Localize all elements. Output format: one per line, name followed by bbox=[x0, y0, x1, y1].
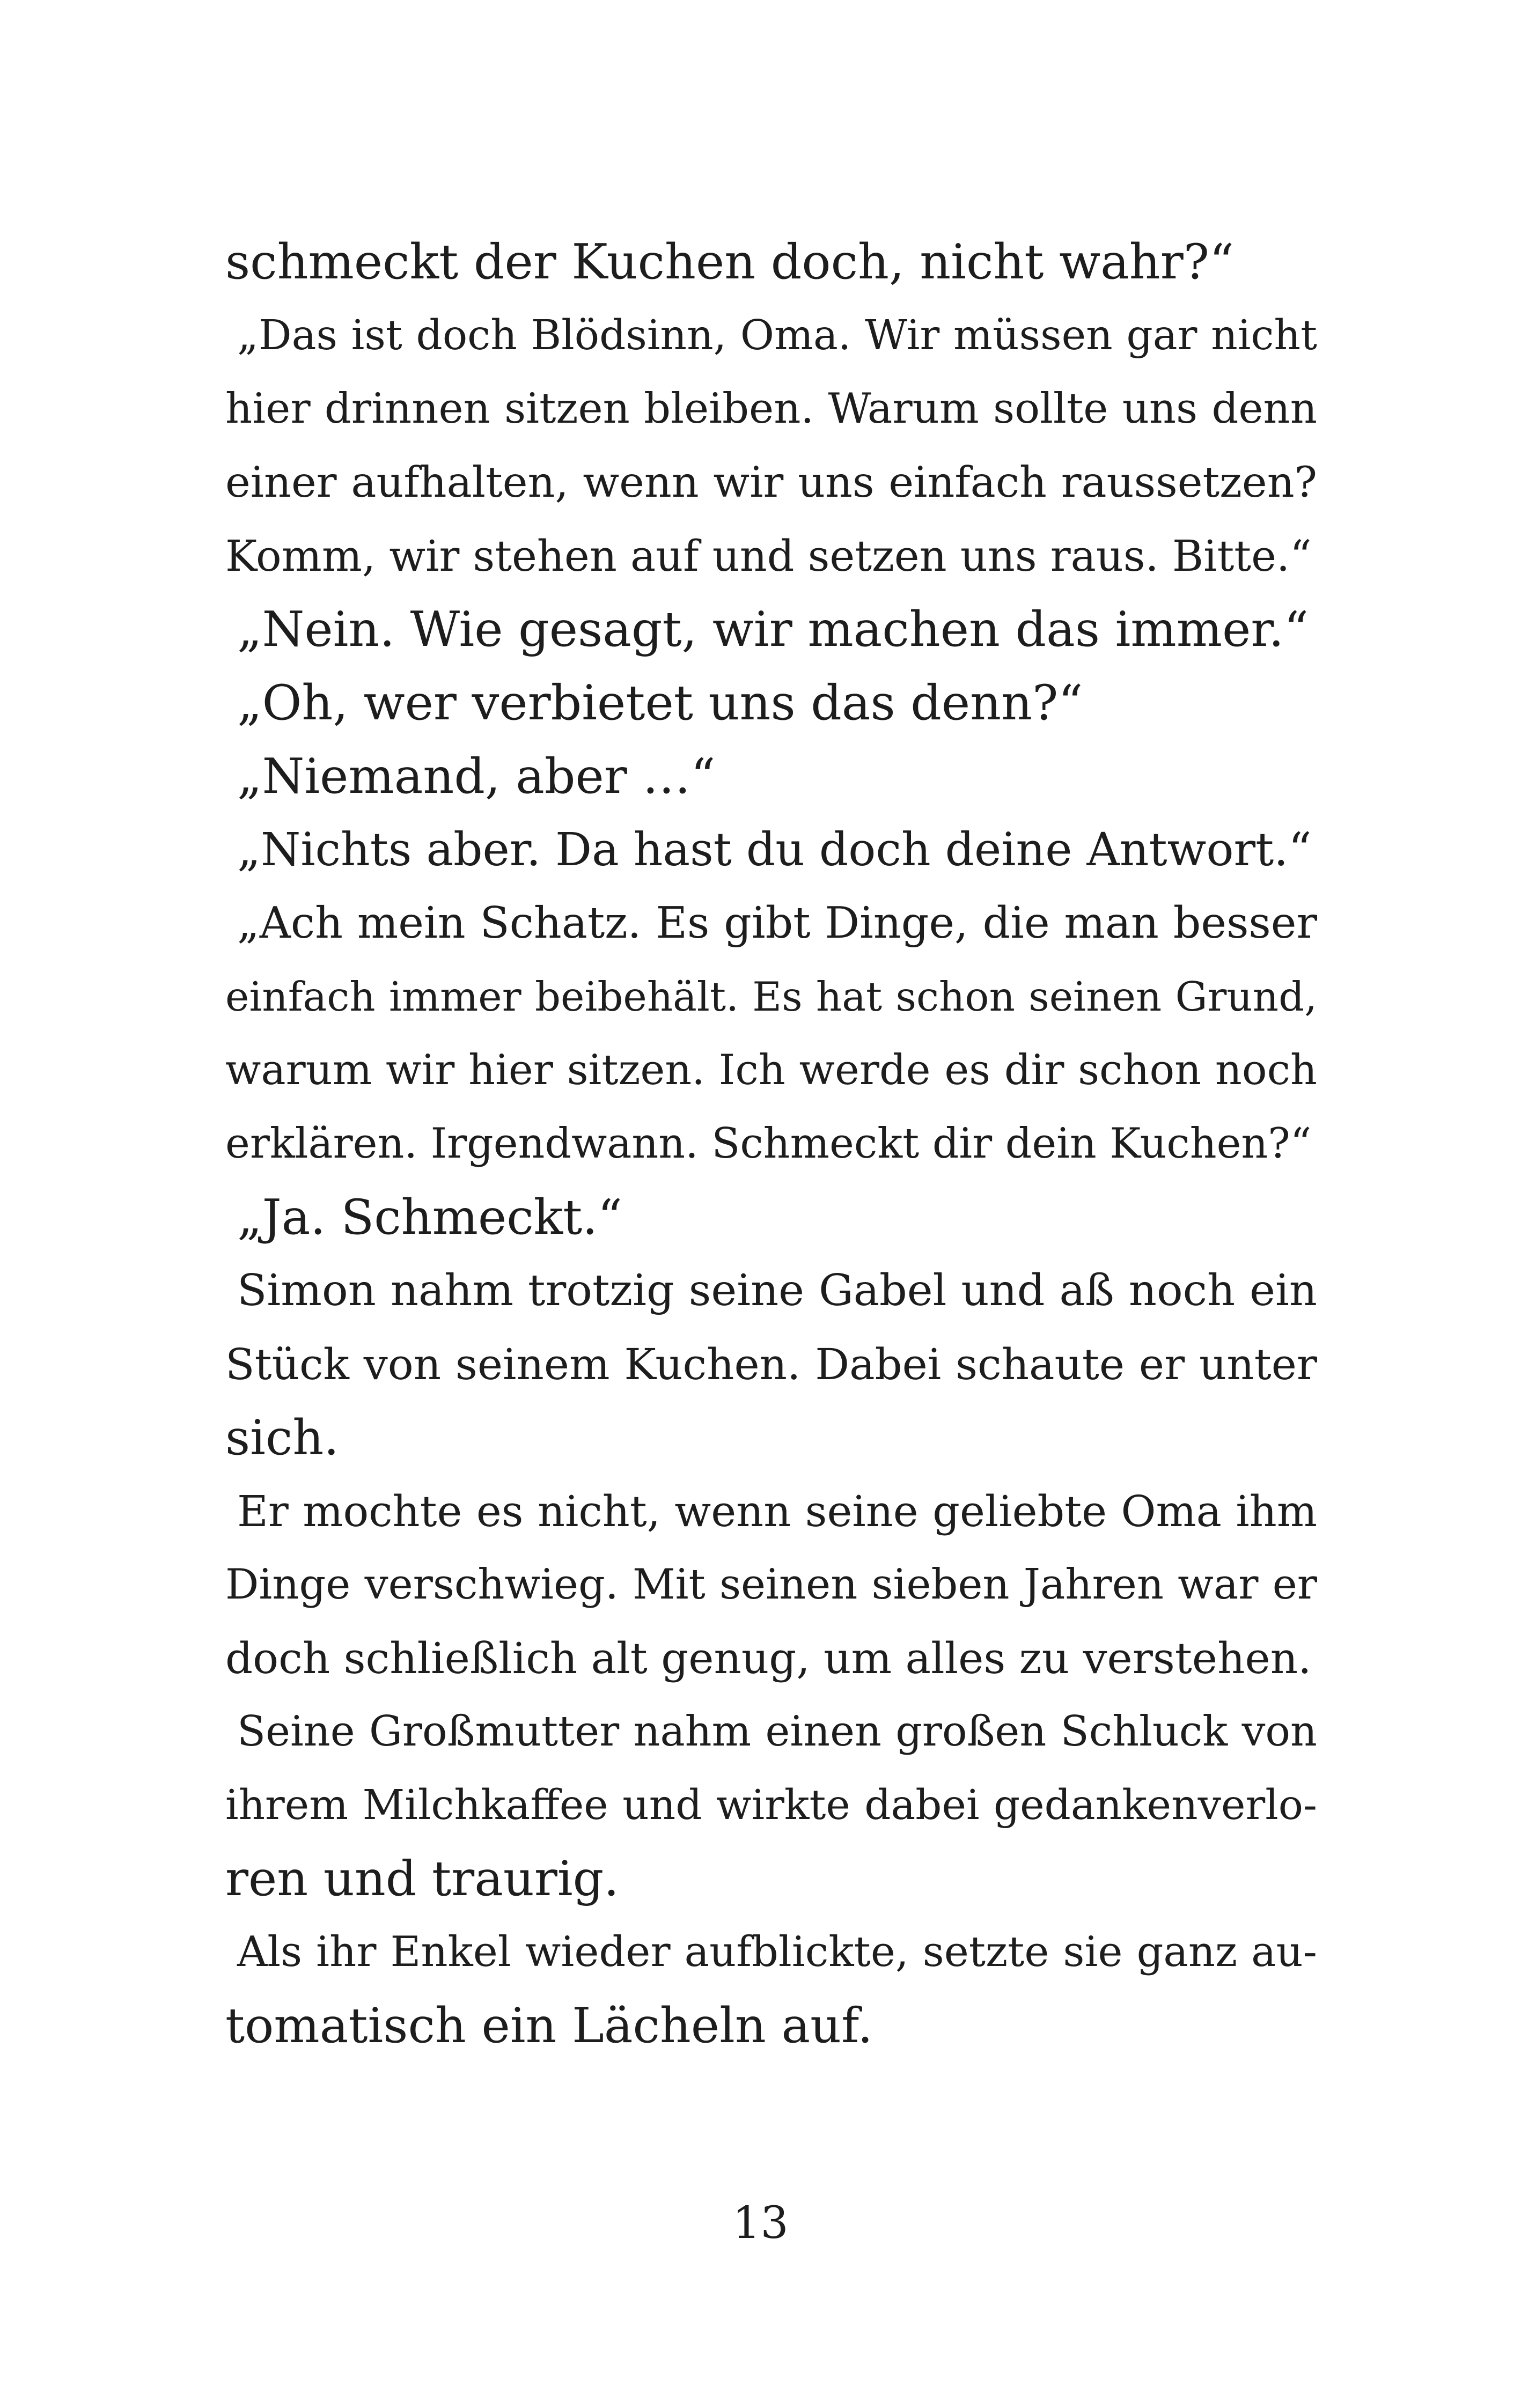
text-line: hier drinnen sitzen bleiben. Warum sollte uns denn bbox=[225, 385, 1317, 433]
text-line: Dinge verschwieg. Mit seinen sieben Jahren war er bbox=[225, 1560, 1317, 1609]
text-line: „Das ist doch Blödsinn, Oma. Wir müssen gar nicht bbox=[237, 312, 1317, 359]
text-line: doch schließlich alt genug, um alles zu verstehen. bbox=[225, 1633, 1312, 1683]
body-text bbox=[225, 225, 1317, 2063]
text-line: Seine Großmutter nahm einen großen Schluck von bbox=[237, 1707, 1317, 1756]
page-number: 13 bbox=[732, 2198, 789, 2249]
text-line: schmeckt der Kuchen doch, nicht wahr?“ bbox=[225, 234, 1235, 290]
text-line: tomatisch ein Lächeln auf. bbox=[225, 1998, 873, 2054]
text-line: Als ihr Enkel wieder aufblickte, setzte sie ganz au- bbox=[237, 1928, 1317, 1976]
text-line: „Nein. Wie gesagt, wir machen das immer.“ bbox=[237, 601, 1309, 658]
text-line: einfach immer beibehält. Es hat schon seinen Grund, bbox=[225, 973, 1317, 1020]
text-line: Stück von seinem Kuchen. Dabei schaute er unter bbox=[225, 1339, 1317, 1389]
text-line: einer aufhalten, wenn wir uns einfach raussetzen? bbox=[225, 458, 1317, 507]
text-line: „Oh, wer verbietet uns das denn?“ bbox=[237, 675, 1083, 731]
text-line: Komm, wir stehen auf und setzen uns raus. Bitte.“ bbox=[225, 531, 1312, 581]
text-line: „Nichts aber. Da hast du doch deine Antwort.“ bbox=[237, 823, 1312, 877]
text-line: Simon nahm trotzig seine Gabel und aß noch ein bbox=[237, 1265, 1317, 1316]
text-line: Er mochte es nicht, wenn seine geliebte Oma ihm bbox=[237, 1486, 1317, 1536]
text-line: „Ach mein Schatz. Es gibt Dinge, die man besser bbox=[237, 898, 1317, 948]
text-line: warum wir hier sitzen. Ich werde es dir schon noch bbox=[225, 1046, 1317, 1094]
text-line: sich. bbox=[225, 1410, 339, 1466]
text-line: ihrem Milchkaffee und wirkte dabei gedankenverlo- bbox=[225, 1781, 1317, 1829]
text-line: ren und traurig. bbox=[225, 1851, 619, 1907]
text-line: „Niemand, aber …“ bbox=[237, 748, 716, 805]
text-line: „Ja. Schmeckt.“ bbox=[237, 1189, 622, 1246]
text-line: erklären. Irgendwann. Schmeckt dir dein Kuchen?“ bbox=[225, 1120, 1312, 1168]
